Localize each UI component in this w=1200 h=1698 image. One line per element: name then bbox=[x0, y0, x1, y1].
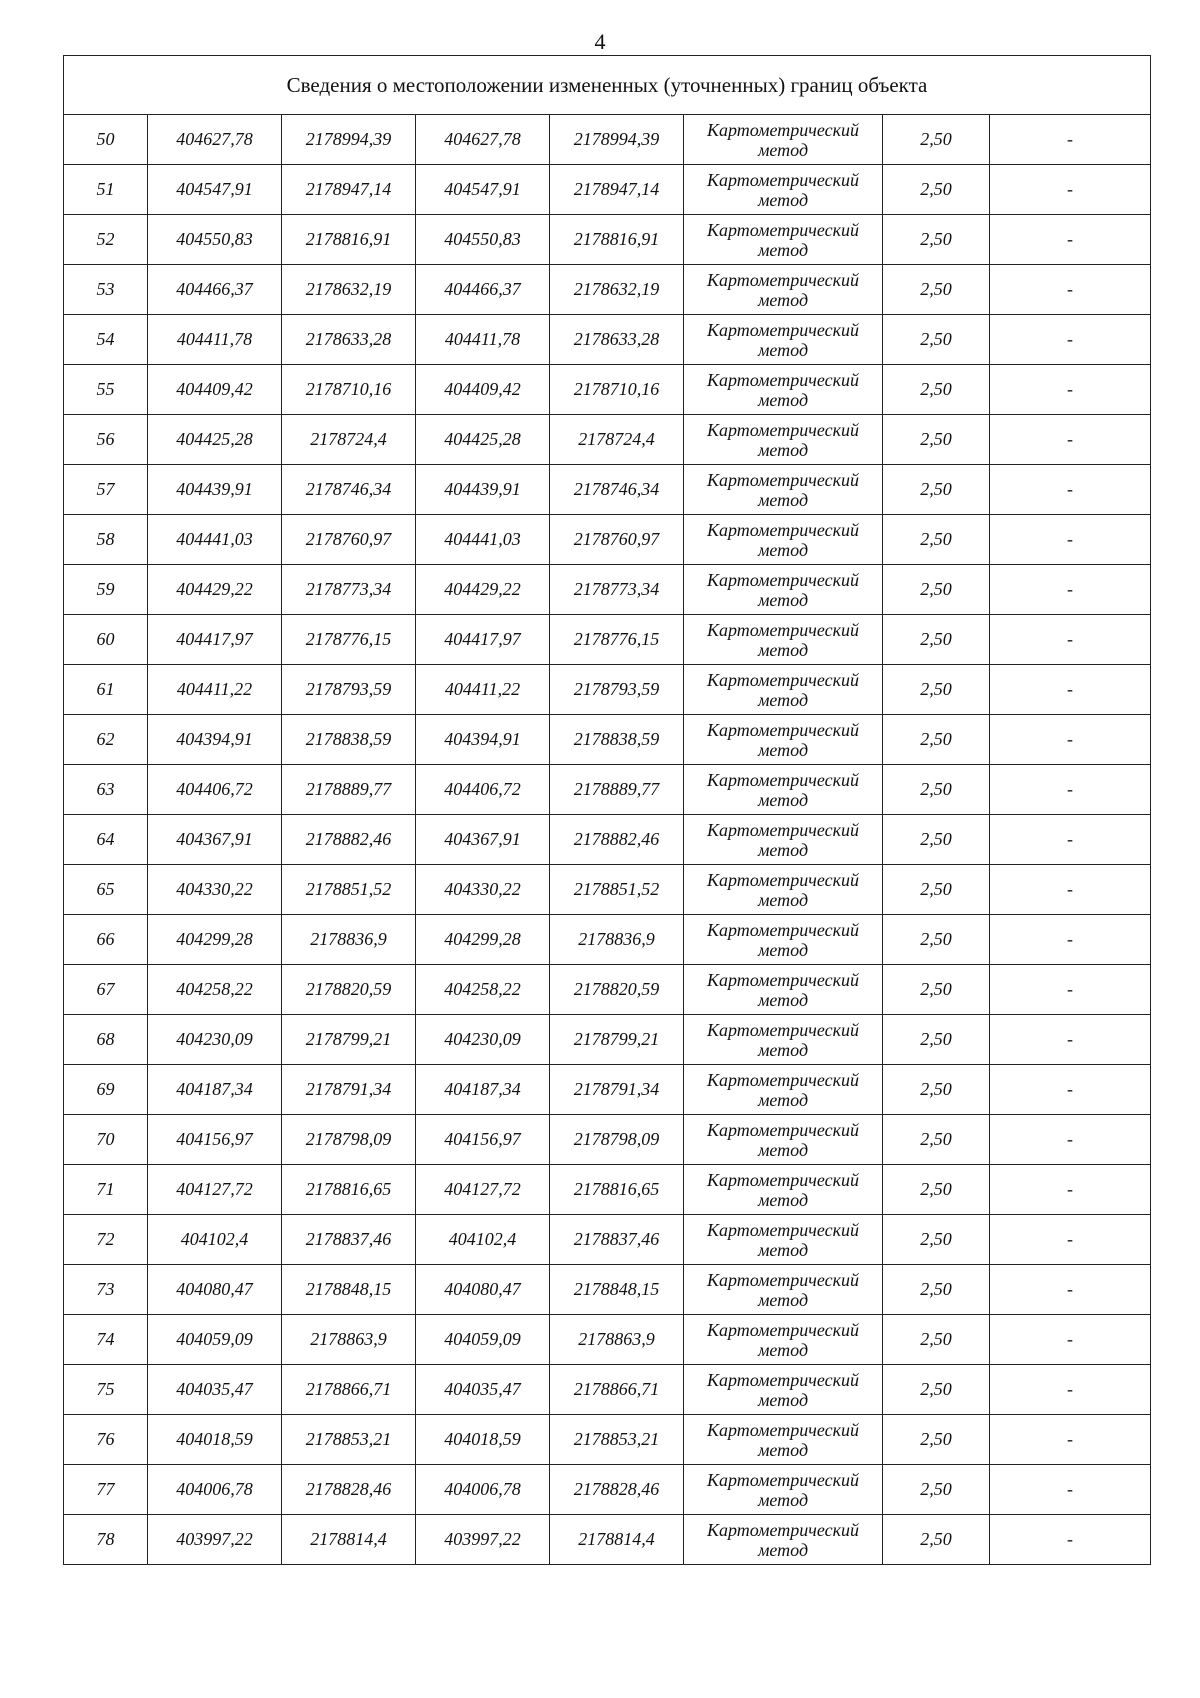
refined-y-cell: 2178710,16 bbox=[550, 365, 684, 415]
point-number-cell: 70 bbox=[64, 1115, 148, 1165]
point-number-cell: 51 bbox=[64, 165, 148, 215]
existing-y-cell: 2178848,15 bbox=[282, 1265, 416, 1315]
point-number-cell: 77 bbox=[64, 1465, 148, 1515]
existing-y-cell: 2178773,34 bbox=[282, 565, 416, 615]
method-cell: Картометрический метод bbox=[684, 865, 883, 915]
method-cell: Картометрический метод bbox=[684, 365, 883, 415]
method-cell: Картометрический метод bbox=[684, 165, 883, 215]
existing-x-cell: 404187,34 bbox=[148, 1065, 282, 1115]
point-number-cell: 62 bbox=[64, 715, 148, 765]
point-number-cell: 72 bbox=[64, 1215, 148, 1265]
refined-y-cell: 2178773,34 bbox=[550, 565, 684, 615]
method-cell: Картометрический метод bbox=[684, 1415, 883, 1465]
existing-x-cell: 404417,97 bbox=[148, 615, 282, 665]
existing-y-cell: 2178820,59 bbox=[282, 965, 416, 1015]
point-number-cell: 54 bbox=[64, 315, 148, 365]
accuracy-cell: 2,50 bbox=[883, 515, 990, 565]
point-number-cell: 75 bbox=[64, 1365, 148, 1415]
existing-x-cell: 404550,83 bbox=[148, 215, 282, 265]
description-cell: - bbox=[990, 665, 1151, 715]
table-row bbox=[64, 215, 1151, 265]
table-row bbox=[64, 315, 1151, 365]
accuracy-cell: 2,50 bbox=[883, 215, 990, 265]
boundary-table-container bbox=[63, 55, 1150, 1565]
existing-x-cell: 404035,47 bbox=[148, 1365, 282, 1415]
refined-x-cell: 404059,09 bbox=[416, 1315, 550, 1365]
point-number-cell: 74 bbox=[64, 1315, 148, 1365]
description-cell: - bbox=[990, 1365, 1151, 1415]
description-cell: - bbox=[990, 1015, 1151, 1065]
existing-x-cell: 404429,22 bbox=[148, 565, 282, 615]
description-cell: - bbox=[990, 1515, 1151, 1565]
table-row bbox=[64, 715, 1151, 765]
accuracy-cell: 2,50 bbox=[883, 715, 990, 765]
method-cell: Картометрический метод bbox=[684, 1165, 883, 1215]
description-cell: - bbox=[990, 865, 1151, 915]
accuracy-cell: 2,50 bbox=[883, 865, 990, 915]
point-number-cell: 63 bbox=[64, 765, 148, 815]
method-cell: Картометрический метод bbox=[684, 315, 883, 365]
boundary-table bbox=[63, 55, 1151, 1565]
point-number-cell: 73 bbox=[64, 1265, 148, 1315]
table-title: Сведения о местоположении измененных (уточненных) границ объекта bbox=[64, 56, 1151, 115]
existing-x-cell: 404299,28 bbox=[148, 915, 282, 965]
method-cell: Картометрический метод bbox=[684, 1515, 883, 1565]
refined-x-cell: 404547,91 bbox=[416, 165, 550, 215]
refined-y-cell: 2178837,46 bbox=[550, 1215, 684, 1265]
refined-y-cell: 2178632,19 bbox=[550, 265, 684, 315]
method-cell: Картометрический метод bbox=[684, 765, 883, 815]
existing-y-cell: 2178798,09 bbox=[282, 1115, 416, 1165]
existing-x-cell: 404439,91 bbox=[148, 465, 282, 515]
refined-x-cell: 404429,22 bbox=[416, 565, 550, 615]
method-cell: Картометрический метод bbox=[684, 1215, 883, 1265]
existing-x-cell: 404406,72 bbox=[148, 765, 282, 815]
accuracy-cell: 2,50 bbox=[883, 1015, 990, 1065]
method-cell: Картометрический метод bbox=[684, 565, 883, 615]
refined-x-cell: 404394,91 bbox=[416, 715, 550, 765]
existing-y-cell: 2178710,16 bbox=[282, 365, 416, 415]
existing-y-cell: 2178816,65 bbox=[282, 1165, 416, 1215]
table-row bbox=[64, 1215, 1151, 1265]
point-number-cell: 60 bbox=[64, 615, 148, 665]
description-cell: - bbox=[990, 815, 1151, 865]
method-cell: Картометрический метод bbox=[684, 465, 883, 515]
existing-x-cell: 404411,78 bbox=[148, 315, 282, 365]
description-cell: - bbox=[990, 1115, 1151, 1165]
refined-x-cell: 404156,97 bbox=[416, 1115, 550, 1165]
existing-y-cell: 2178776,15 bbox=[282, 615, 416, 665]
point-number-cell: 78 bbox=[64, 1515, 148, 1565]
existing-x-cell: 404409,42 bbox=[148, 365, 282, 415]
accuracy-cell: 2,50 bbox=[883, 1315, 990, 1365]
existing-x-cell: 404230,09 bbox=[148, 1015, 282, 1065]
accuracy-cell: 2,50 bbox=[883, 915, 990, 965]
method-cell: Картометрический метод bbox=[684, 215, 883, 265]
point-number-cell: 58 bbox=[64, 515, 148, 565]
refined-y-cell: 2178760,97 bbox=[550, 515, 684, 565]
method-cell: Картометрический метод bbox=[684, 1015, 883, 1065]
accuracy-cell: 2,50 bbox=[883, 115, 990, 165]
existing-y-cell: 2178791,34 bbox=[282, 1065, 416, 1115]
table-row bbox=[64, 415, 1151, 465]
method-cell: Картометрический метод bbox=[684, 615, 883, 665]
description-cell: - bbox=[990, 765, 1151, 815]
existing-x-cell: 404330,22 bbox=[148, 865, 282, 915]
accuracy-cell: 2,50 bbox=[883, 565, 990, 615]
page-number: 4 bbox=[594, 29, 606, 54]
refined-x-cell: 404006,78 bbox=[416, 1465, 550, 1515]
refined-x-cell: 404411,22 bbox=[416, 665, 550, 715]
refined-x-cell: 404187,34 bbox=[416, 1065, 550, 1115]
point-number-cell: 57 bbox=[64, 465, 148, 515]
description-cell: - bbox=[990, 1065, 1151, 1115]
refined-x-cell: 404230,09 bbox=[416, 1015, 550, 1065]
accuracy-cell: 2,50 bbox=[883, 965, 990, 1015]
existing-y-cell: 2178947,14 bbox=[282, 165, 416, 215]
refined-y-cell: 2178746,34 bbox=[550, 465, 684, 515]
refined-y-cell: 2178882,46 bbox=[550, 815, 684, 865]
refined-x-cell: 404018,59 bbox=[416, 1415, 550, 1465]
refined-y-cell: 2178889,77 bbox=[550, 765, 684, 815]
refined-y-cell: 2178776,15 bbox=[550, 615, 684, 665]
refined-y-cell: 2178793,59 bbox=[550, 665, 684, 715]
point-number-cell: 52 bbox=[64, 215, 148, 265]
accuracy-cell: 2,50 bbox=[883, 665, 990, 715]
refined-y-cell: 2178791,34 bbox=[550, 1065, 684, 1115]
refined-y-cell: 2178994,39 bbox=[550, 115, 684, 165]
existing-y-cell: 2178863,9 bbox=[282, 1315, 416, 1365]
refined-y-cell: 2178814,4 bbox=[550, 1515, 684, 1565]
method-cell: Картометрический метод bbox=[684, 115, 883, 165]
existing-y-cell: 2178793,59 bbox=[282, 665, 416, 715]
method-cell: Картометрический метод bbox=[684, 265, 883, 315]
existing-x-cell: 404425,28 bbox=[148, 415, 282, 465]
accuracy-cell: 2,50 bbox=[883, 365, 990, 415]
table-row bbox=[64, 1015, 1151, 1065]
refined-x-cell: 404627,78 bbox=[416, 115, 550, 165]
accuracy-cell: 2,50 bbox=[883, 165, 990, 215]
refined-y-cell: 2178820,59 bbox=[550, 965, 684, 1015]
method-cell: Картометрический метод bbox=[684, 515, 883, 565]
method-cell: Картометрический метод bbox=[684, 1065, 883, 1115]
refined-x-cell: 404406,72 bbox=[416, 765, 550, 815]
accuracy-cell: 2,50 bbox=[883, 615, 990, 665]
table-row bbox=[64, 965, 1151, 1015]
point-number-cell: 65 bbox=[64, 865, 148, 915]
refined-x-cell: 404102,4 bbox=[416, 1215, 550, 1265]
existing-y-cell: 2178632,19 bbox=[282, 265, 416, 315]
description-cell: - bbox=[990, 1415, 1151, 1465]
existing-y-cell: 2178799,21 bbox=[282, 1015, 416, 1065]
method-cell: Картометрический метод bbox=[684, 965, 883, 1015]
accuracy-cell: 2,50 bbox=[883, 1165, 990, 1215]
existing-x-cell: 404627,78 bbox=[148, 115, 282, 165]
existing-y-cell: 2178724,4 bbox=[282, 415, 416, 465]
table-row bbox=[64, 1365, 1151, 1415]
description-cell: - bbox=[990, 1265, 1151, 1315]
point-number-cell: 53 bbox=[64, 265, 148, 315]
refined-y-cell: 2178799,21 bbox=[550, 1015, 684, 1065]
description-cell: - bbox=[990, 465, 1151, 515]
refined-x-cell: 403997,22 bbox=[416, 1515, 550, 1565]
refined-x-cell: 404550,83 bbox=[416, 215, 550, 265]
method-cell: Картометрический метод bbox=[684, 1465, 883, 1515]
existing-y-cell: 2178760,97 bbox=[282, 515, 416, 565]
refined-y-cell: 2178848,15 bbox=[550, 1265, 684, 1315]
refined-y-cell: 2178851,52 bbox=[550, 865, 684, 915]
table-row bbox=[64, 1265, 1151, 1315]
existing-y-cell: 2178889,77 bbox=[282, 765, 416, 815]
method-cell: Картометрический метод bbox=[684, 665, 883, 715]
table-row bbox=[64, 665, 1151, 715]
refined-y-cell: 2178828,46 bbox=[550, 1465, 684, 1515]
method-cell: Картометрический метод bbox=[684, 1315, 883, 1365]
table-row bbox=[64, 615, 1151, 665]
point-number-cell: 76 bbox=[64, 1415, 148, 1465]
point-number-cell: 64 bbox=[64, 815, 148, 865]
accuracy-cell: 2,50 bbox=[883, 1265, 990, 1315]
method-cell: Картометрический метод bbox=[684, 915, 883, 965]
accuracy-cell: 2,50 bbox=[883, 465, 990, 515]
existing-x-cell: 404156,97 bbox=[148, 1115, 282, 1165]
refined-y-cell: 2178724,4 bbox=[550, 415, 684, 465]
method-cell: Картометрический метод bbox=[684, 715, 883, 765]
refined-x-cell: 404367,91 bbox=[416, 815, 550, 865]
existing-y-cell: 2178866,71 bbox=[282, 1365, 416, 1415]
refined-x-cell: 404466,37 bbox=[416, 265, 550, 315]
refined-x-cell: 404330,22 bbox=[416, 865, 550, 915]
description-cell: - bbox=[990, 315, 1151, 365]
point-number-cell: 67 bbox=[64, 965, 148, 1015]
table-row bbox=[64, 1415, 1151, 1465]
accuracy-cell: 2,50 bbox=[883, 1115, 990, 1165]
method-cell: Картометрический метод bbox=[684, 1115, 883, 1165]
table-row bbox=[64, 765, 1151, 815]
table-row bbox=[64, 1315, 1151, 1365]
table-row bbox=[64, 265, 1151, 315]
refined-x-cell: 404417,97 bbox=[416, 615, 550, 665]
refined-x-cell: 404411,78 bbox=[416, 315, 550, 365]
existing-y-cell: 2178851,52 bbox=[282, 865, 416, 915]
description-cell: - bbox=[990, 1215, 1151, 1265]
point-number-cell: 55 bbox=[64, 365, 148, 415]
table-row bbox=[64, 1515, 1151, 1565]
description-cell: - bbox=[990, 715, 1151, 765]
table-row bbox=[64, 465, 1151, 515]
refined-y-cell: 2178947,14 bbox=[550, 165, 684, 215]
description-cell: - bbox=[990, 515, 1151, 565]
existing-y-cell: 2178837,46 bbox=[282, 1215, 416, 1265]
refined-x-cell: 404409,42 bbox=[416, 365, 550, 415]
accuracy-cell: 2,50 bbox=[883, 265, 990, 315]
refined-y-cell: 2178866,71 bbox=[550, 1365, 684, 1415]
accuracy-cell: 2,50 bbox=[883, 315, 990, 365]
accuracy-cell: 2,50 bbox=[883, 1465, 990, 1515]
accuracy-cell: 2,50 bbox=[883, 1215, 990, 1265]
table-body bbox=[64, 115, 1151, 1565]
refined-x-cell: 404035,47 bbox=[416, 1365, 550, 1415]
table-row bbox=[64, 1115, 1151, 1165]
existing-x-cell: 404102,4 bbox=[148, 1215, 282, 1265]
method-cell: Картометрический метод bbox=[684, 1365, 883, 1415]
existing-x-cell: 403997,22 bbox=[148, 1515, 282, 1565]
table-row bbox=[64, 815, 1151, 865]
description-cell: - bbox=[990, 115, 1151, 165]
refined-x-cell: 404299,28 bbox=[416, 915, 550, 965]
point-number-cell: 71 bbox=[64, 1165, 148, 1215]
existing-x-cell: 404059,09 bbox=[148, 1315, 282, 1365]
point-number-cell: 59 bbox=[64, 565, 148, 615]
description-cell: - bbox=[990, 915, 1151, 965]
existing-y-cell: 2178633,28 bbox=[282, 315, 416, 365]
point-number-cell: 56 bbox=[64, 415, 148, 465]
refined-x-cell: 404439,91 bbox=[416, 465, 550, 515]
existing-x-cell: 404441,03 bbox=[148, 515, 282, 565]
method-cell: Картометрический метод bbox=[684, 815, 883, 865]
description-cell: - bbox=[990, 365, 1151, 415]
description-cell: - bbox=[990, 615, 1151, 665]
accuracy-cell: 2,50 bbox=[883, 1415, 990, 1465]
description-cell: - bbox=[990, 1165, 1151, 1215]
table-row bbox=[64, 565, 1151, 615]
table-row bbox=[64, 865, 1151, 915]
accuracy-cell: 2,50 bbox=[883, 815, 990, 865]
accuracy-cell: 2,50 bbox=[883, 765, 990, 815]
existing-x-cell: 404006,78 bbox=[148, 1465, 282, 1515]
refined-y-cell: 2178816,91 bbox=[550, 215, 684, 265]
existing-y-cell: 2178882,46 bbox=[282, 815, 416, 865]
refined-y-cell: 2178798,09 bbox=[550, 1115, 684, 1165]
existing-y-cell: 2178836,9 bbox=[282, 915, 416, 965]
refined-x-cell: 404441,03 bbox=[416, 515, 550, 565]
table-row bbox=[64, 1065, 1151, 1115]
refined-x-cell: 404127,72 bbox=[416, 1165, 550, 1215]
table-row bbox=[64, 515, 1151, 565]
existing-y-cell: 2178746,34 bbox=[282, 465, 416, 515]
existing-x-cell: 404018,59 bbox=[148, 1415, 282, 1465]
refined-x-cell: 404425,28 bbox=[416, 415, 550, 465]
existing-x-cell: 404547,91 bbox=[148, 165, 282, 215]
description-cell: - bbox=[990, 165, 1151, 215]
existing-x-cell: 404367,91 bbox=[148, 815, 282, 865]
existing-y-cell: 2178994,39 bbox=[282, 115, 416, 165]
description-cell: - bbox=[990, 1315, 1151, 1365]
method-cell: Картометрический метод bbox=[684, 1265, 883, 1315]
table-row bbox=[64, 365, 1151, 415]
method-cell: Картометрический метод bbox=[684, 415, 883, 465]
refined-y-cell: 2178816,65 bbox=[550, 1165, 684, 1215]
point-number-cell: 66 bbox=[64, 915, 148, 965]
description-cell: - bbox=[990, 1465, 1151, 1515]
existing-x-cell: 404080,47 bbox=[148, 1265, 282, 1315]
refined-y-cell: 2178863,9 bbox=[550, 1315, 684, 1365]
existing-x-cell: 404127,72 bbox=[148, 1165, 282, 1215]
existing-x-cell: 404258,22 bbox=[148, 965, 282, 1015]
point-number-cell: 68 bbox=[64, 1015, 148, 1065]
existing-x-cell: 404411,22 bbox=[148, 665, 282, 715]
accuracy-cell: 2,50 bbox=[883, 1365, 990, 1415]
existing-y-cell: 2178828,46 bbox=[282, 1465, 416, 1515]
table-row bbox=[64, 165, 1151, 215]
refined-y-cell: 2178836,9 bbox=[550, 915, 684, 965]
existing-y-cell: 2178816,91 bbox=[282, 215, 416, 265]
existing-y-cell: 2178838,59 bbox=[282, 715, 416, 765]
accuracy-cell: 2,50 bbox=[883, 1065, 990, 1115]
point-number-cell: 61 bbox=[64, 665, 148, 715]
accuracy-cell: 2,50 bbox=[883, 1515, 990, 1565]
accuracy-cell: 2,50 bbox=[883, 415, 990, 465]
existing-x-cell: 404466,37 bbox=[148, 265, 282, 315]
refined-y-cell: 2178633,28 bbox=[550, 315, 684, 365]
point-number-cell: 69 bbox=[64, 1065, 148, 1115]
description-cell: - bbox=[990, 415, 1151, 465]
existing-y-cell: 2178814,4 bbox=[282, 1515, 416, 1565]
existing-y-cell: 2178853,21 bbox=[282, 1415, 416, 1465]
description-cell: - bbox=[990, 215, 1151, 265]
refined-x-cell: 404258,22 bbox=[416, 965, 550, 1015]
description-cell: - bbox=[990, 565, 1151, 615]
point-number-cell: 50 bbox=[64, 115, 148, 165]
table-row bbox=[64, 915, 1151, 965]
refined-y-cell: 2178838,59 bbox=[550, 715, 684, 765]
existing-x-cell: 404394,91 bbox=[148, 715, 282, 765]
table-row bbox=[64, 1465, 1151, 1515]
table-row bbox=[64, 115, 1151, 165]
refined-y-cell: 2178853,21 bbox=[550, 1415, 684, 1465]
table-row bbox=[64, 1165, 1151, 1215]
refined-x-cell: 404080,47 bbox=[416, 1265, 550, 1315]
description-cell: - bbox=[990, 265, 1151, 315]
description-cell: - bbox=[990, 965, 1151, 1015]
